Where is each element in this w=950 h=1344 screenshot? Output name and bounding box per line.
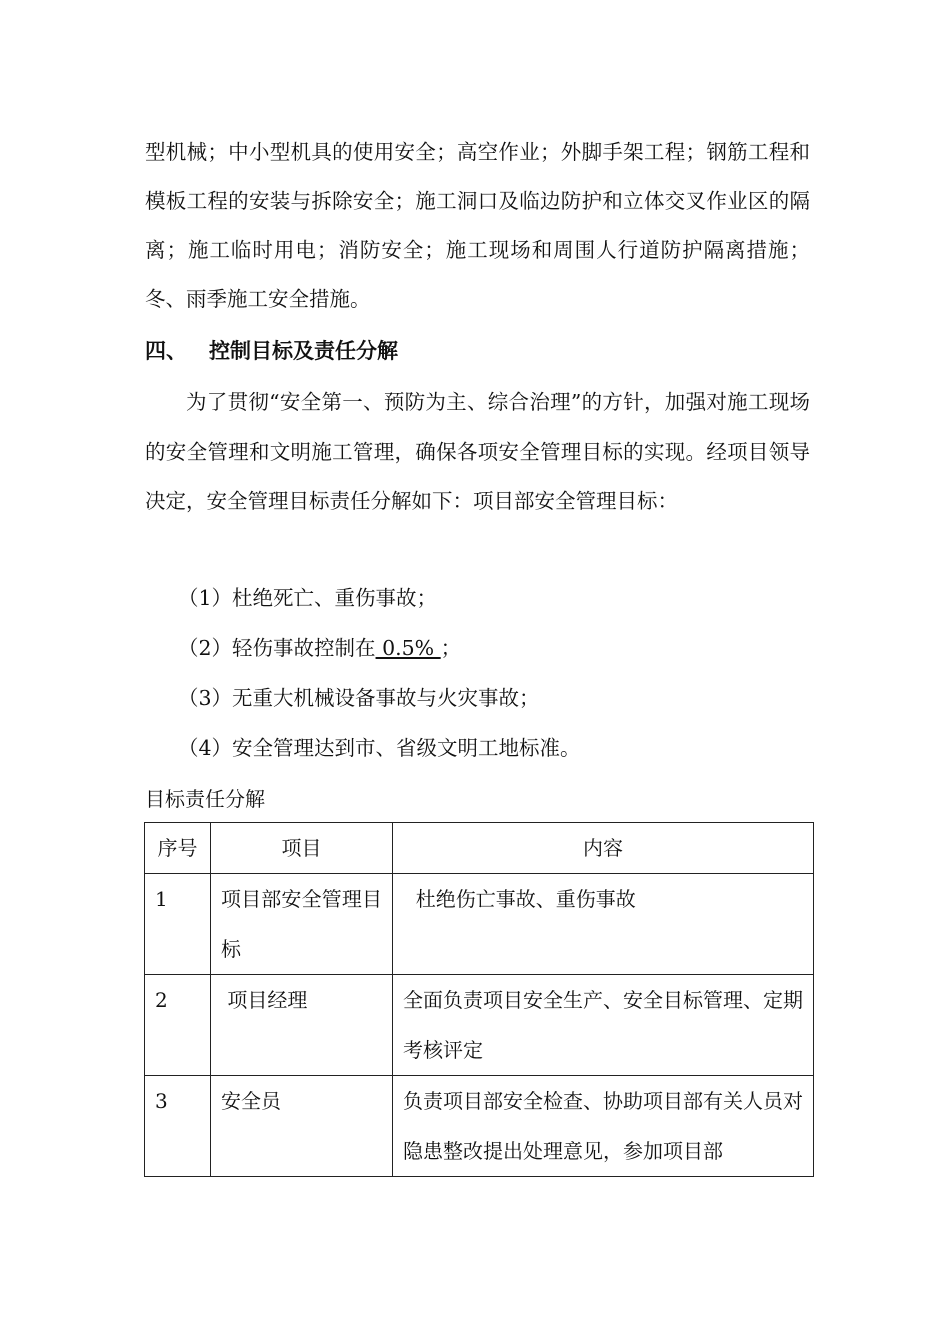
goal-item-2 xyxy=(178,627,461,669)
row-item: 安全员 xyxy=(211,1076,393,1177)
row-index: 1 xyxy=(145,874,211,975)
table-row xyxy=(145,1076,814,1177)
section-title: 控制目标及责任分解 xyxy=(209,339,398,363)
row-content: 全面负责项目安全生产、安全目标管理、定期考核评定 xyxy=(393,975,814,1076)
table-caption: 目标责任分解 xyxy=(145,787,265,811)
row-item: 项目经理 xyxy=(211,975,393,1076)
goal-item-3: （3）无重大机械设备事故与火灾事故； xyxy=(178,686,540,710)
goal-item-4: （4）安全管理达到市、省级文明工地标准。 xyxy=(178,736,581,760)
goal-2-suffix: ； xyxy=(440,636,462,660)
section-number: 四、 xyxy=(145,339,187,363)
row-content: 负责项目部安全检查、协助项目部有关人员对隐患整改提出处理意见，参加项目部 xyxy=(393,1076,814,1177)
table-header-row xyxy=(145,823,814,874)
responsibility-table xyxy=(144,822,814,1177)
header-index: 序号 xyxy=(145,823,211,874)
row-item: 项目部安全管理目标 xyxy=(211,874,393,975)
row-content: 杜绝伤亡事故、重伤事故 xyxy=(393,874,814,975)
goal-2-rate: 0.5% xyxy=(375,636,441,660)
header-item: 项目 xyxy=(211,823,393,874)
row-index: 3 xyxy=(145,1076,211,1177)
intro-paragraph: 型机械；中小型机具的使用安全；高空作业；外脚手架工程；钢筋工程和模板工程的安装与拆除安全；施工洞口及临边防护和立体交叉作业区的隔离；施工临时用电；消防安全；施工现场和周围人行道防护隔离措施；冬、雨季施工安全措施。 xyxy=(145,140,810,311)
table-row xyxy=(145,975,814,1076)
section-heading xyxy=(145,330,398,372)
header-content: 内容 xyxy=(393,823,814,874)
table-row xyxy=(145,874,814,975)
goal-item-1: （1）杜绝死亡、重伤事故； xyxy=(178,586,438,610)
row-index: 2 xyxy=(145,975,211,1076)
goal-2-prefix: （2）轻伤事故控制在 xyxy=(178,636,376,660)
section-paragraph: 为了贯彻“安全第一、预防为主、综合治理”的方针，加强对施工现场的安全管理和文明施工管理，确保各项安全管理目标的实现。经项目领导决定，安全管理目标责任分解如下：项目部安全管理目标： xyxy=(145,390,810,513)
